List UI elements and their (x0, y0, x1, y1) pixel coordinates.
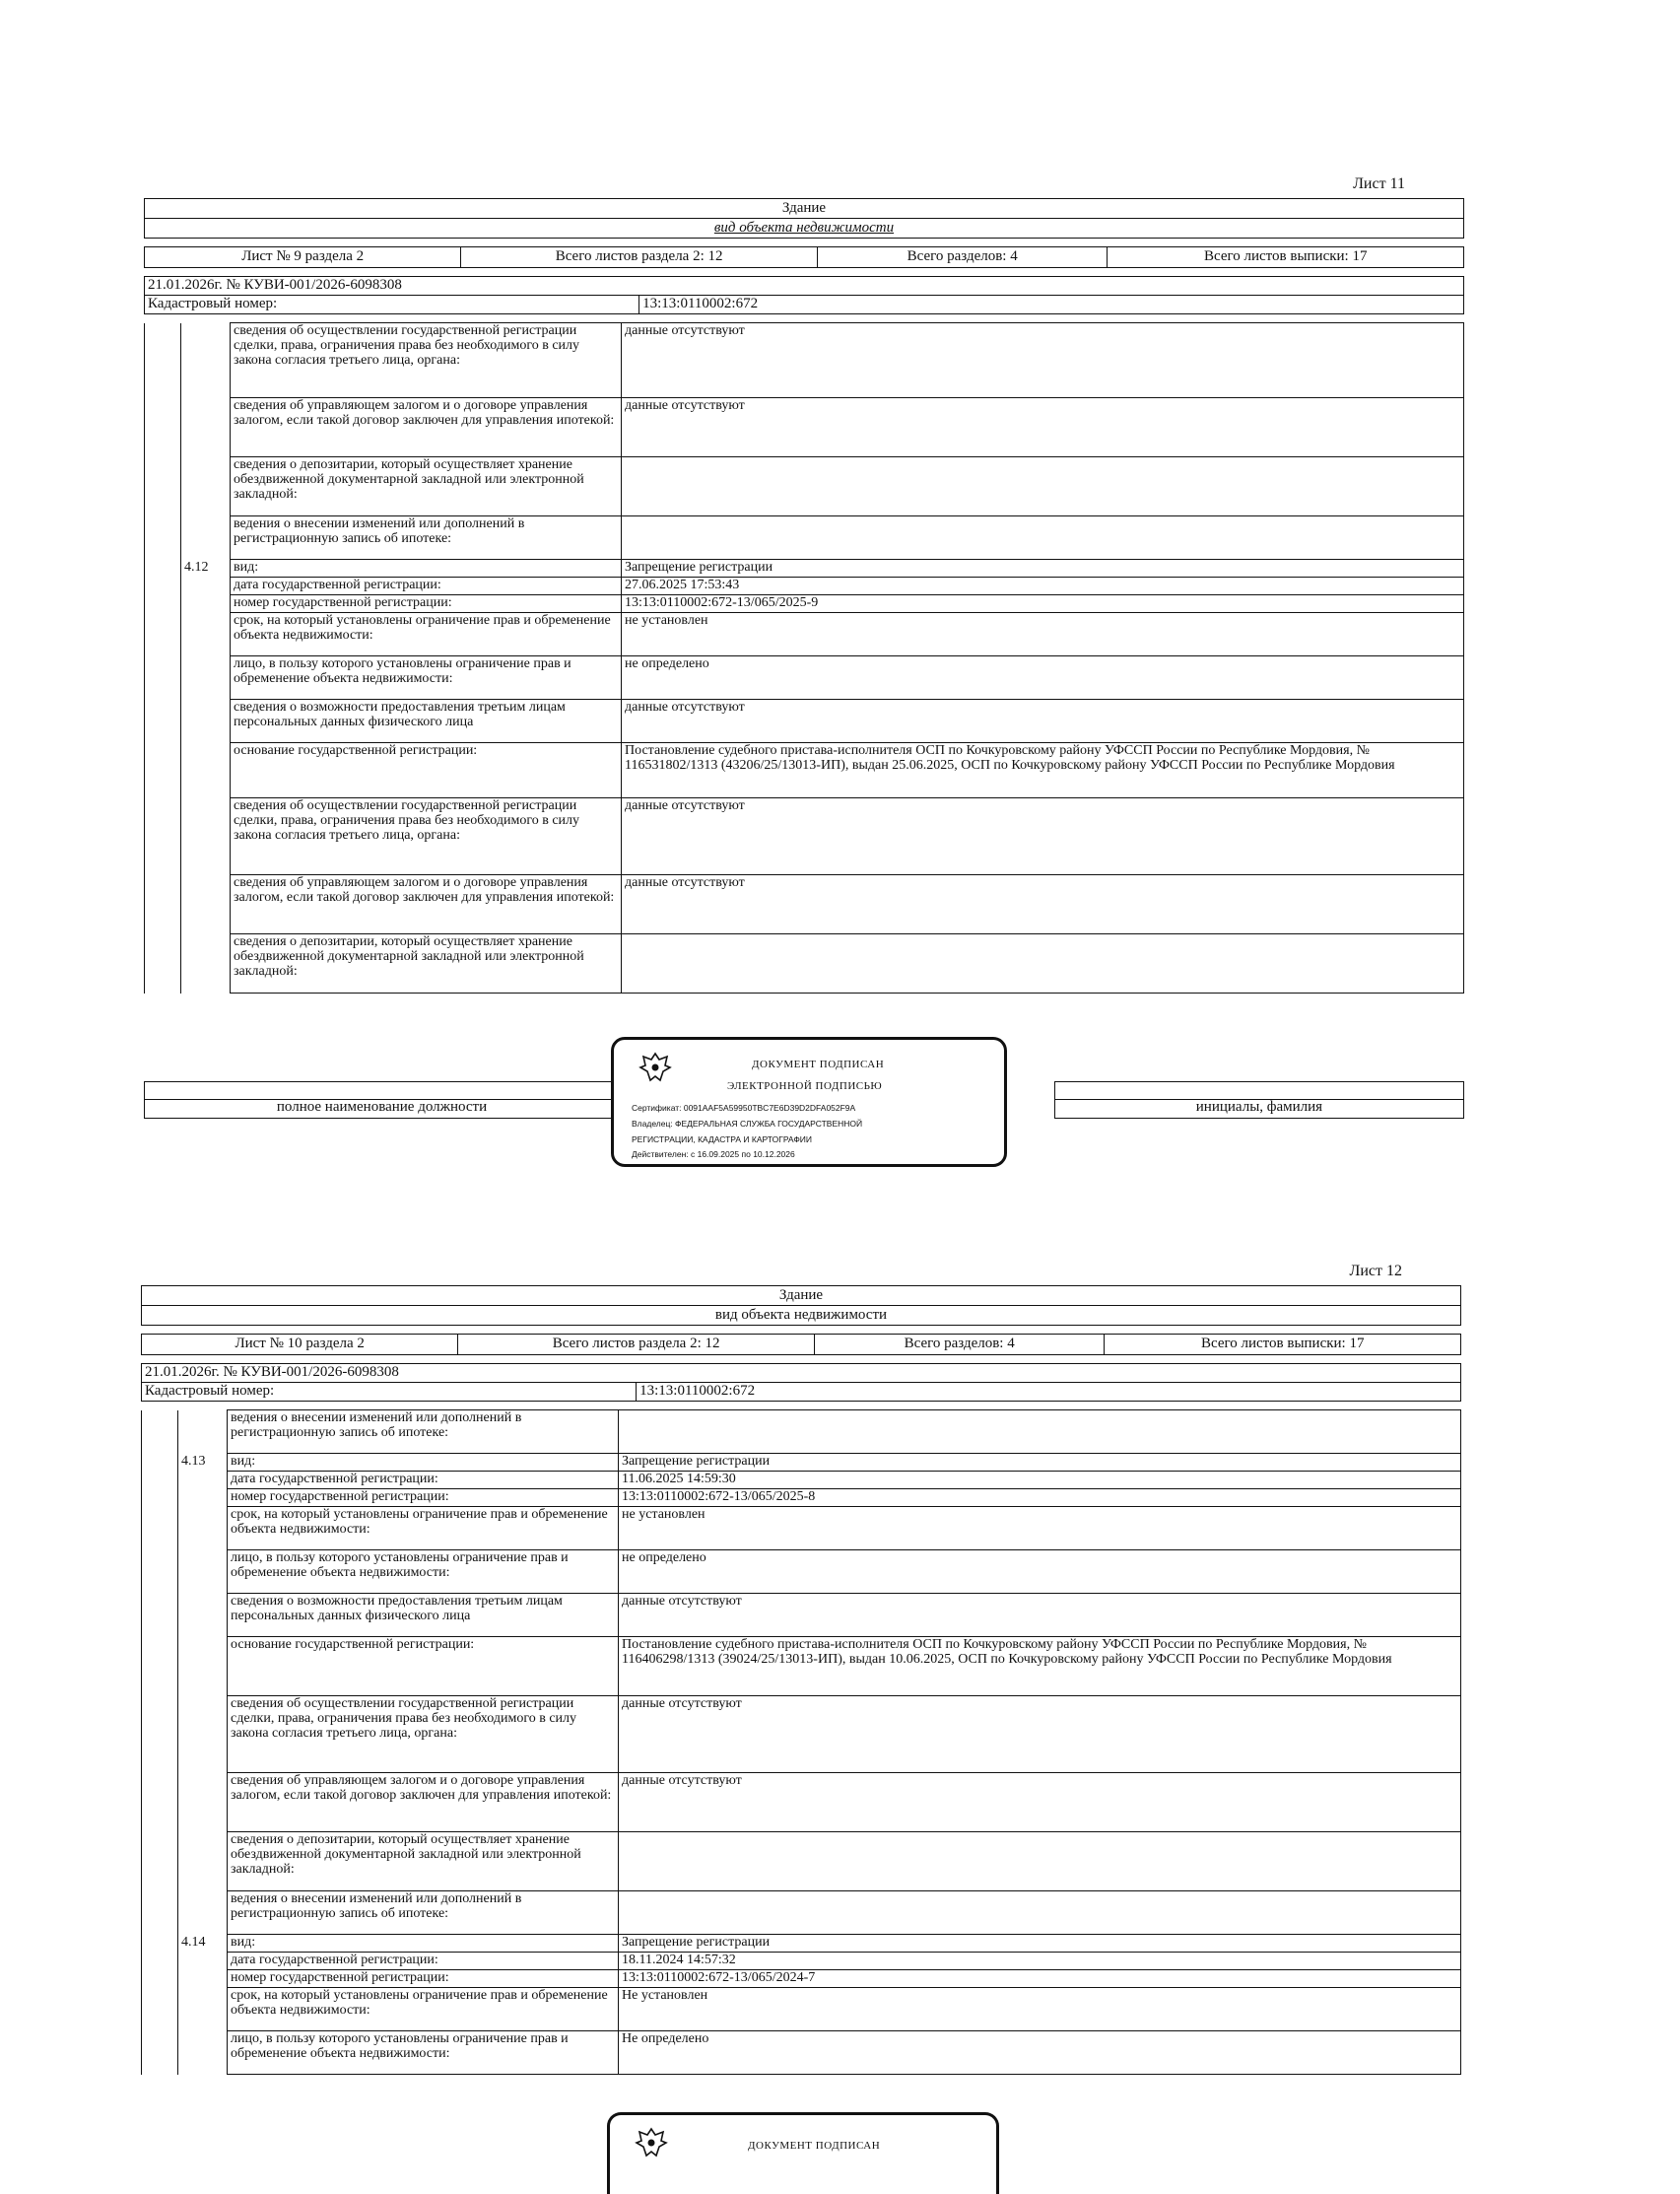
field-value: не установлен (619, 1507, 1461, 1550)
row-number (181, 595, 231, 613)
field-value (619, 1410, 1461, 1454)
field-label: ведения о внесении изменений или дополнений в регистрационную запись об ипотеке: (228, 1410, 619, 1454)
double-headed-eagle-emblem-icon (632, 2123, 671, 2162)
object-kind-caption: вид объекта недвижимости (142, 1306, 1461, 1326)
indent-cell (145, 323, 181, 398)
field-label: номер государственной регистрации: (231, 595, 622, 613)
table-row (145, 798, 1464, 875)
field-value: данные отсутствуют (622, 875, 1464, 934)
sections-total: Всего разделов: 4 (814, 1335, 1105, 1355)
table-row (145, 875, 1464, 934)
field-value: 27.06.2025 17:53:43 (622, 578, 1464, 595)
field-label: номер государственной регистрации: (228, 1970, 619, 1988)
encumbrance-table (141, 1409, 1461, 2075)
sheet-number: Лист 11 (1353, 175, 1405, 192)
sheet-info-row (141, 1334, 1461, 1355)
row-number (178, 1550, 228, 1594)
indent-cell (142, 1935, 178, 1953)
indent-cell (142, 1594, 178, 1637)
indent-cell (145, 743, 181, 798)
field-label: вид: (228, 1935, 619, 1953)
field-label: ведения о внесении изменений или дополнений в регистрационную запись об ипотеке: (228, 1891, 619, 1935)
row-number (181, 323, 231, 398)
row-number (178, 1637, 228, 1696)
cadastral-value: 13:13:0110002:672 (639, 296, 1464, 314)
extract-sheets-total: Всего листов выписки: 17 (1105, 1335, 1461, 1355)
field-value: Запрещение регистрации (619, 1454, 1461, 1472)
row-number (178, 1696, 228, 1773)
indent-cell (142, 1953, 178, 1970)
field-label: сведения об осуществлении государственной регистрации сделки, права, ограничения права без необходимого в силу закона согласия третьего лица, органа: (231, 323, 622, 398)
double-headed-eagle-emblem-icon (636, 1048, 675, 1087)
object-kind-caption: вид объекта недвижимости (145, 219, 1464, 239)
row-number (178, 1489, 228, 1507)
field-value: не установлен (622, 613, 1464, 656)
table-row (142, 1637, 1461, 1696)
row-number (181, 934, 231, 994)
section-sheets-total: Всего листов раздела 2: 12 (458, 1335, 815, 1355)
field-value: Запрещение регистрации (619, 1935, 1461, 1953)
field-value (622, 934, 1464, 994)
indent-cell (142, 1891, 178, 1935)
table-row (142, 1594, 1461, 1637)
field-label: сведения об осуществлении государственной регистрации сделки, права, ограничения права без необходимого в силу закона согласия третьего лица, органа: (228, 1696, 619, 1773)
field-value: данные отсутствуют (619, 1594, 1461, 1637)
indent-cell (145, 798, 181, 875)
row-number (178, 1594, 228, 1637)
sheet-info-row (144, 246, 1464, 268)
field-label: вид: (231, 560, 622, 578)
e-signature-stamp (611, 1037, 1007, 1167)
field-value (619, 1891, 1461, 1935)
row-number (181, 578, 231, 595)
row-number (181, 875, 231, 934)
field-value (622, 516, 1464, 560)
row-number (178, 1472, 228, 1489)
field-label: сведения о депозитарии, который осуществляет хранение обездвиженной документарной закладной или электронной закладной: (231, 934, 622, 994)
row-number (178, 1891, 228, 1935)
indent-cell (142, 2031, 178, 2075)
field-label: основание государственной регистрации: (231, 743, 622, 798)
table-row (142, 1935, 1461, 1953)
field-value: 13:13:0110002:672-13/065/2025-8 (619, 1489, 1461, 1507)
sheet-12 (141, 1265, 1461, 2075)
indent-cell (142, 1410, 178, 1454)
field-label: дата государственной регистрации: (231, 578, 622, 595)
field-value: 13:13:0110002:672-13/065/2025-9 (622, 595, 1464, 613)
field-label: сведения об управляющем залогом и о договоре управления залогом, если такой договор заключен для управления ипотекой: (228, 1773, 619, 1832)
stamp-line2: ЭЛЕКТРОННОЙ ПОДПИСЬЮ (727, 1080, 883, 1092)
table-row (145, 700, 1464, 743)
table-row (145, 578, 1464, 595)
field-label: срок, на который установлены ограничение прав и обременение объекта недвижимости: (228, 1988, 619, 2031)
table-row (142, 1970, 1461, 1988)
field-value: не определено (622, 656, 1464, 700)
row-number (181, 743, 231, 798)
cadastral-label: Кадастровый номер: (142, 1383, 637, 1402)
row-number (181, 457, 231, 516)
field-value: данные отсутствуют (622, 700, 1464, 743)
table-row (142, 1696, 1461, 1773)
indent-cell (142, 1507, 178, 1550)
field-label: сведения о возможности предоставления третьим лицам персональных данных физического лица (231, 700, 622, 743)
field-label: лицо, в пользу которого установлены ограничение прав и обременение объекта недвижимости: (231, 656, 622, 700)
field-label: номер государственной регистрации: (228, 1489, 619, 1507)
field-value: данные отсутствуют (619, 1696, 1461, 1773)
table-row (142, 1832, 1461, 1891)
row-number (181, 798, 231, 875)
table-row (145, 743, 1464, 798)
table-row (142, 1988, 1461, 2031)
indent-cell (142, 1489, 178, 1507)
field-label: сведения о возможности предоставления третьим лицам персональных данных физического лица (228, 1594, 619, 1637)
row-number (178, 1773, 228, 1832)
stamp-certificate: Сертификат: 0091AAF5A59950TBC7E6D39D2DFA052F9A (632, 1103, 856, 1113)
field-value (622, 457, 1464, 516)
field-value: 11.06.2025 14:59:30 (619, 1472, 1461, 1489)
field-label: срок, на который установлены ограничение прав и обременение объекта недвижимости: (231, 613, 622, 656)
table-row (142, 1550, 1461, 1594)
field-value: данные отсутствуют (622, 323, 1464, 398)
field-label: дата государственной регистрации: (228, 1953, 619, 1970)
table-row (142, 1489, 1461, 1507)
stamp-owner2: РЕГИСТРАЦИИ, КАДАСТРА И КАРТОГРАФИИ (632, 1134, 812, 1144)
table-row (142, 1507, 1461, 1550)
encumbrance-table (144, 322, 1464, 994)
row-number (178, 1953, 228, 1970)
sheet-number: Лист 12 (1349, 1263, 1402, 1279)
field-label: срок, на который установлены ограничение прав и обременение объекта недвижимости: (228, 1507, 619, 1550)
row-number (178, 1970, 228, 1988)
extract-meta (141, 1363, 1461, 1402)
cadastral-value: 13:13:0110002:672 (637, 1383, 1461, 1402)
field-label: ведения о внесении изменений или дополнений в регистрационную запись об ипотеке: (231, 516, 622, 560)
field-value: Запрещение регистрации (622, 560, 1464, 578)
row-number (181, 656, 231, 700)
sheet-11 (144, 177, 1464, 994)
table-row (142, 1953, 1461, 1970)
field-value: Постановление судебного пристава-исполнителя ОСП по Кочкуровскому району УФССП России по Республике Мордовия, № 116406298/1313 (39024/25/13013-ИП), выдан 10.06.2025, ОСП по Кочкуровскому району УФССП России по Республике Мордовия (619, 1637, 1461, 1696)
table-row (142, 1472, 1461, 1489)
table-row (145, 516, 1464, 560)
indent-cell (145, 934, 181, 994)
field-label: основание государственной регистрации: (228, 1637, 619, 1696)
indent-cell (142, 1550, 178, 1594)
row-number: 4.13 (178, 1454, 228, 1472)
row-number (181, 516, 231, 560)
row-number (181, 613, 231, 656)
indent-cell (145, 700, 181, 743)
table-row (145, 457, 1464, 516)
table-row (142, 1773, 1461, 1832)
indent-cell (142, 1472, 178, 1489)
stamp-line1: ДОКУМЕНТ ПОДПИСАН (752, 1059, 885, 1070)
field-label: сведения об управляющем залогом и о договоре управления залогом, если такой договор заключен для управления ипотекой: (231, 875, 622, 934)
field-label: лицо, в пользу которого установлены ограничение прав и обременение объекта недвижимости: (228, 1550, 619, 1594)
row-number (178, 1832, 228, 1891)
field-value (619, 1832, 1461, 1891)
table-row (145, 560, 1464, 578)
field-value: Не установлен (619, 1988, 1461, 2031)
sections-total: Всего разделов: 4 (817, 247, 1108, 268)
indent-cell (142, 1637, 178, 1696)
e-signature-stamp (607, 2112, 999, 2194)
field-value: не определено (619, 1550, 1461, 1594)
indent-cell (142, 1454, 178, 1472)
sheet-of-section: Лист № 9 раздела 2 (145, 247, 461, 268)
row-number: 4.12 (181, 560, 231, 578)
stamp-owner: Владелец: ФЕДЕРАЛЬНАЯ СЛУЖБА ГОСУДАРСТВЕННОЙ (632, 1119, 863, 1129)
indent-cell (142, 1988, 178, 2031)
object-type: Здание (145, 199, 1464, 219)
extract-sheets-total: Всего листов выписки: 17 (1108, 247, 1464, 268)
field-label: лицо, в пользу которого установлены ограничение прав и обременение объекта недвижимости: (228, 2031, 619, 2075)
table-row (145, 656, 1464, 700)
indent-cell (145, 595, 181, 613)
object-header (141, 1285, 1461, 1326)
table-row (142, 1454, 1461, 1472)
field-label: дата государственной регистрации: (228, 1472, 619, 1489)
row-number (178, 2031, 228, 2075)
row-number (178, 1410, 228, 1454)
table-row (145, 934, 1464, 994)
field-value: данные отсутствуют (619, 1773, 1461, 1832)
field-value: данные отсутствуют (622, 798, 1464, 875)
date-and-number: 21.01.2026г. № КУВИ-001/2026-6098308 (142, 1364, 1461, 1383)
table-row (145, 613, 1464, 656)
indent-cell (145, 613, 181, 656)
row-number (181, 700, 231, 743)
field-value: 13:13:0110002:672-13/065/2024-7 (619, 1970, 1461, 1988)
table-row (142, 1891, 1461, 1935)
field-value: данные отсутствуют (622, 398, 1464, 457)
field-value: 18.11.2024 14:57:32 (619, 1953, 1461, 1970)
object-type: Здание (142, 1286, 1461, 1306)
indent-cell (145, 578, 181, 595)
indent-cell (145, 516, 181, 560)
cadastral-label: Кадастровый номер: (145, 296, 639, 314)
name-caption: инициалы, фамилия (1054, 1100, 1463, 1119)
indent-cell (142, 1970, 178, 1988)
table-row (145, 323, 1464, 398)
position-caption: полное наименование должности (145, 1100, 620, 1119)
indent-cell (145, 457, 181, 516)
row-number (181, 398, 231, 457)
indent-cell (145, 656, 181, 700)
field-value: Постановление судебного пристава-исполнителя ОСП по Кочкуровскому району УФССП России по Республике Мордовия, № 116531802/1313 (43206/25/13013-ИП), выдан 25.06.2025, ОСП по Кочкуровскому району УФССП России по Республике Мордовия (622, 743, 1464, 798)
indent-cell (145, 875, 181, 934)
stamp-validity: Действителен: с 16.09.2025 по 10.12.2026 (632, 1149, 795, 1159)
table-row (142, 1410, 1461, 1454)
row-number: 4.14 (178, 1935, 228, 1953)
table-row (145, 595, 1464, 613)
row-number (178, 1507, 228, 1550)
stamp-line1: ДОКУМЕНТ ПОДПИСАН (748, 2140, 881, 2152)
indent-cell (142, 1773, 178, 1832)
indent-cell (145, 560, 181, 578)
row-number (178, 1988, 228, 2031)
section-sheets-total: Всего листов раздела 2: 12 (461, 247, 818, 268)
field-label: сведения о депозитарии, который осуществляет хранение обездвиженной документарной закладной или электронной закладной: (231, 457, 622, 516)
table-row (142, 2031, 1461, 2075)
field-label: сведения о депозитарии, который осуществляет хранение обездвиженной документарной закладной или электронной закладной: (228, 1832, 619, 1891)
field-label: вид: (228, 1454, 619, 1472)
sheet-of-section: Лист № 10 раздела 2 (142, 1335, 458, 1355)
table-row (145, 398, 1464, 457)
indent-cell (145, 398, 181, 457)
extract-meta (144, 276, 1464, 314)
indent-cell (142, 1832, 178, 1891)
field-label: сведения об осуществлении государственной регистрации сделки, права, ограничения права без необходимого в силу закона согласия третьего лица, органа: (231, 798, 622, 875)
date-and-number: 21.01.2026г. № КУВИ-001/2026-6098308 (145, 277, 1464, 296)
indent-cell (142, 1696, 178, 1773)
field-label: сведения об управляющем залогом и о договоре управления залогом, если такой договор заключен для управления ипотекой: (231, 398, 622, 457)
field-value: Не определено (619, 2031, 1461, 2075)
object-header (144, 198, 1464, 239)
